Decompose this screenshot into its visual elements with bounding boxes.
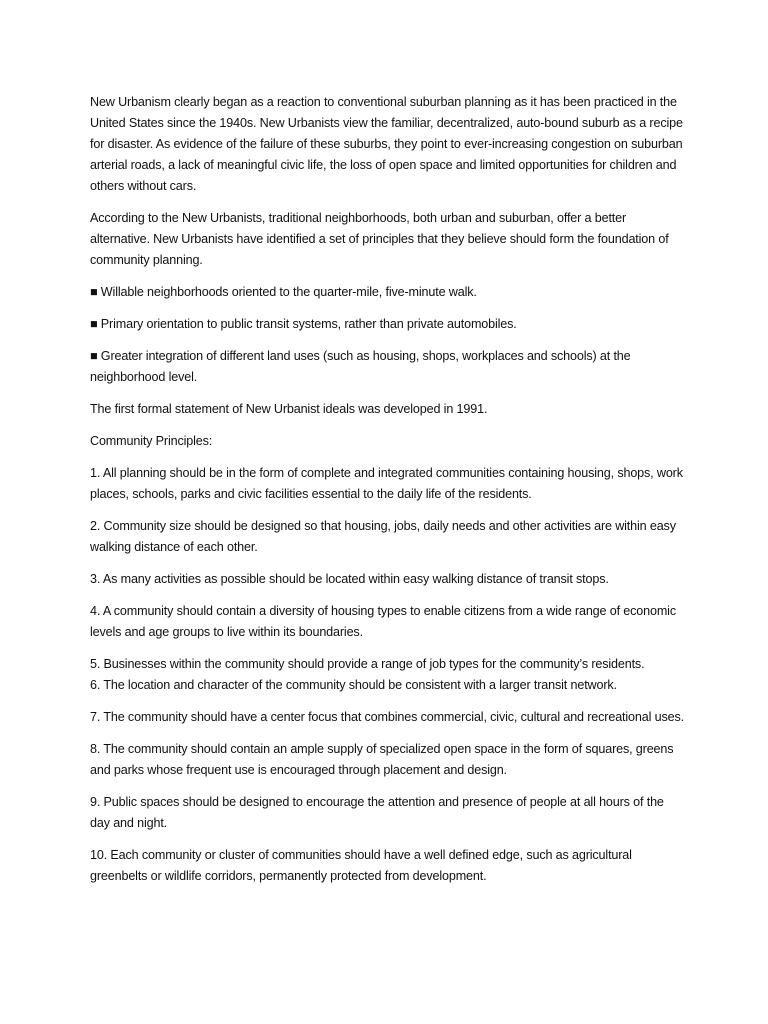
principle-8: 8. The community should contain an ample supply of specialized open space in the form of squares, greens and parks whose frequent use is encouraged through placement and design.	[90, 742, 674, 777]
principle-5: 5. Businesses within the community should provide a range of job types for the community’s residents.	[90, 657, 645, 671]
alternative-paragraph: According to the New Urbanists, traditional neighborhoods, both urban and suburban, offer a better alternative. New Urbanists have identified a set of principles that they believe should form the foundation of community planning.	[90, 211, 669, 267]
document-page	[90, 92, 684, 898]
principle-9: 9. Public spaces should be designed to encourage the attention and presence of people at all hours of the day and night.	[90, 795, 664, 830]
bullet-walkable: ■ Willable neighborhoods oriented to the quarter-mile, five-minute walk.	[90, 285, 477, 299]
principle-2: 2. Community size should be designed so that housing, jobs, daily needs and other activities are within easy walking distance of each other.	[90, 519, 676, 554]
formal-statement-paragraph: The first formal statement of New Urbanist ideals was developed in 1991.	[90, 402, 488, 416]
principle-6: 6. The location and character of the community should be consistent with a larger transit network.	[90, 678, 617, 692]
principle-7: 7. The community should have a center focus that combines commercial, civic, cultural and recreational uses.	[90, 710, 684, 724]
intro-paragraph: New Urbanism clearly began as a reaction to conventional suburban planning as it has been practiced in the United States since the 1940s. New Urbanists view the familiar, decentralized, auto-bound suburb as a recipe for disaster. As evidence of the failure of these suburbs, they point to ever-increasing congestion on suburban arterial roads, a lack of meaningful civic life, the loss of open space and limited opportunities for children and others without cars.	[90, 95, 683, 193]
principle-3: 3. As many activities as possible should be located within easy walking distance of transit stops.	[90, 572, 609, 586]
community-principles-heading: Community Principles:	[90, 434, 213, 448]
bullet-transit: ■ Primary orientation to public transit systems, rather than private automobiles.	[90, 317, 517, 331]
principle-10: 10. Each community or cluster of communities should have a well defined edge, such as agricultural greenbelts or wildlife corridors, permanently protected from development.	[90, 848, 632, 883]
principle-4: 4. A community should contain a diversity of housing types to enable citizens from a wide range of economic levels and age groups to live within its boundaries.	[90, 604, 676, 639]
principle-1: 1. All planning should be in the form of complete and integrated communities containing housing, shops, work places, schools, parks and civic facilities essential to the daily life of the residents.	[90, 466, 683, 501]
bullet-land-uses: ■ Greater integration of different land uses (such as housing, shops, workplaces and schools) at the neighborhood level.	[90, 349, 631, 384]
